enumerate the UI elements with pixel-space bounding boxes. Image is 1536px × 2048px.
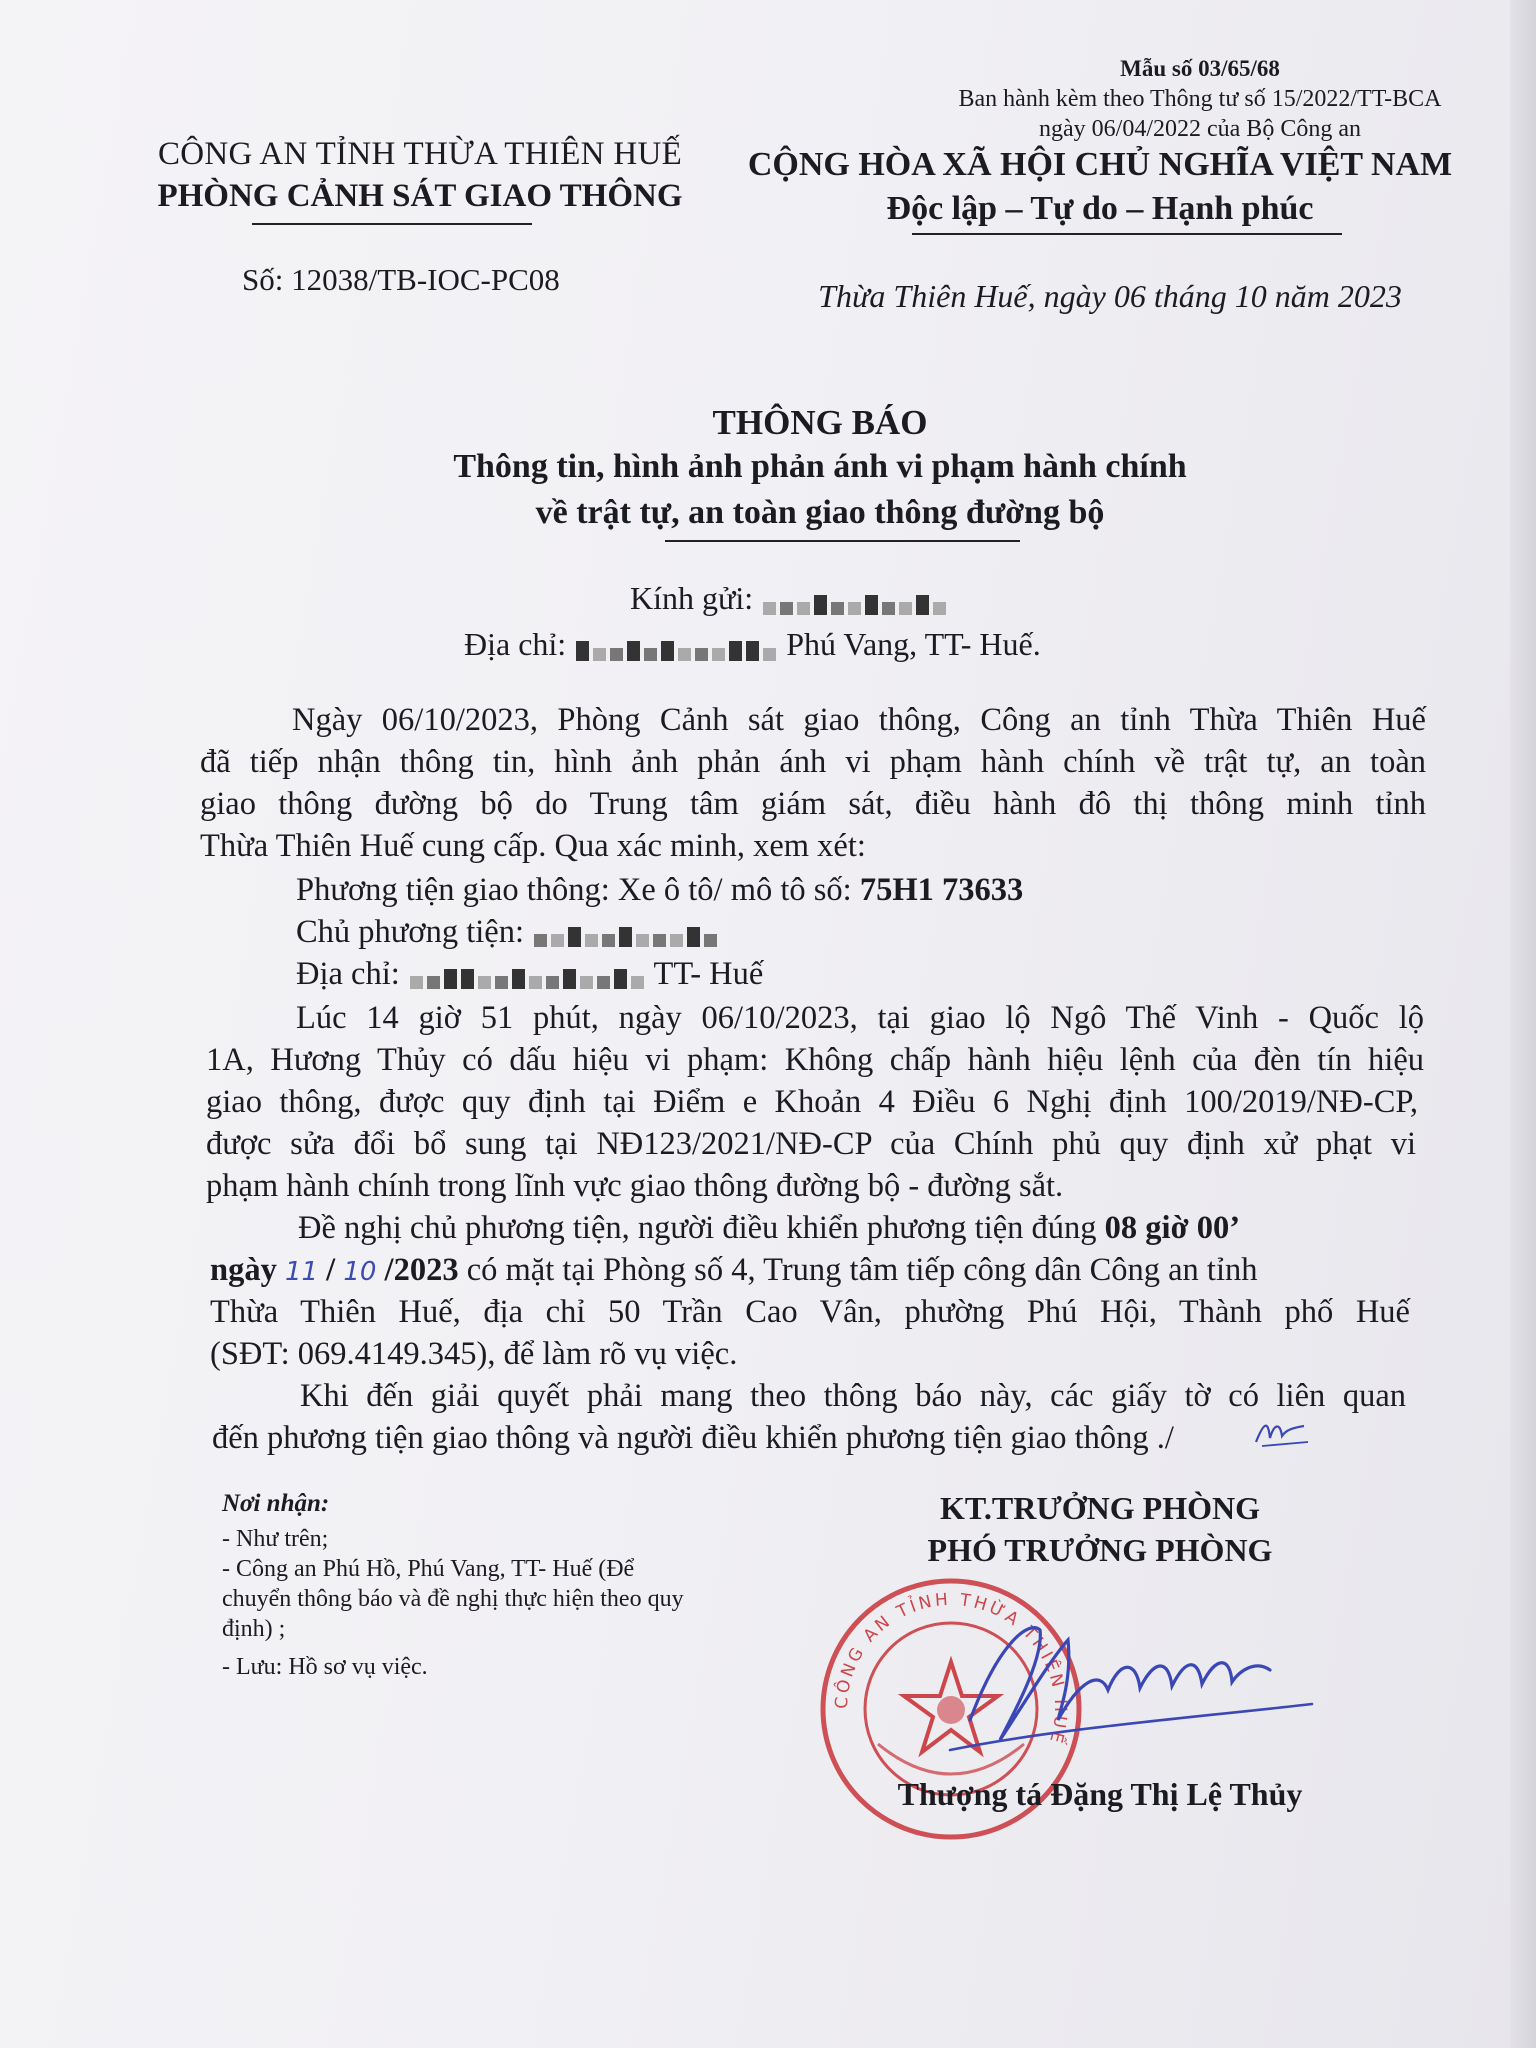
page-edge bbox=[1510, 0, 1536, 2048]
body-line: Thừa Thiên Huế cung cấp. Qua xác minh, xem xét: bbox=[200, 828, 866, 864]
document-subtitle-line-2: về trật tự, an toàn giao thông đường bộ bbox=[535, 494, 1105, 531]
document-number: Số: 12038/TB-IOC-PC08 bbox=[242, 262, 560, 297]
owner-address-label: Địa chỉ: bbox=[296, 956, 400, 992]
stamp-ring-text: CÔNG AN TỈNH THỪA THIÊN HUẾ bbox=[831, 1589, 1071, 1748]
recipients-title: Nơi nhận: bbox=[222, 1490, 330, 1517]
signer-title-1: KT.TRƯỞNG PHÒNG bbox=[940, 1490, 1260, 1526]
appointment-time: 08 giờ 00’ bbox=[1104, 1210, 1241, 1246]
place-date: Thừa Thiên Huế, ngày 06 tháng 10 năm 2023 bbox=[818, 278, 1402, 314]
signer-name: Thượng tá Đặng Thị Lệ Thủy bbox=[897, 1776, 1303, 1812]
body-line: đến phương tiện giao thông và người điều khiển phương tiện giao thông ./ bbox=[212, 1420, 1174, 1456]
recipient-item: định) ; bbox=[222, 1616, 286, 1642]
issuing-agency: PHÒNG CẢNH SÁT GIAO THÔNG bbox=[157, 178, 683, 214]
recipient-item: chuyển thông báo và đề nghị thực hiện theo quy bbox=[222, 1586, 684, 1612]
national-motto: Độc lập – Tự do – Hạnh phúc bbox=[886, 190, 1314, 227]
appointment-date-line: ngày 11 / 10 /2023 có mặt tại Phòng số 4, Trung tâm tiếp công dân Công an tỉnh bbox=[210, 1252, 1258, 1288]
body-line: đã tiếp nhận thông tin, hình ảnh phản ánh vi phạm hành chính về trật tự, an toàn bbox=[200, 744, 1426, 780]
redacted-recipient-address bbox=[574, 632, 778, 664]
country-name: CỘNG HÒA XÃ HỘI CHỦ NGHĨA VIỆT NAM bbox=[747, 146, 1453, 183]
body-line: Khi đến giải quyết phải mang theo thông báo này, các giấy tờ có liên quan bbox=[300, 1378, 1406, 1414]
body-line: phạm hành chính trong lĩnh vực giao thông đường bộ - đường sắt. bbox=[206, 1168, 1064, 1204]
issued-by-line-2: ngày 06/04/2022 của Bộ Công an bbox=[1039, 116, 1361, 142]
body-line bbox=[298, 1210, 1240, 1247]
handwritten-month: 10 bbox=[343, 1257, 377, 1287]
body-line: giao thông đường bộ do Trung tâm giám sát, điều hành đô thị thông minh tỉnh bbox=[200, 786, 1426, 822]
parent-agency: CÔNG AN TỈNH THỪA THIÊN HUẾ bbox=[157, 136, 683, 172]
address-label: Địa chỉ: bbox=[464, 626, 567, 662]
redacted-recipient-name bbox=[761, 586, 948, 618]
body-line: được sửa đổi bổ sung tại NĐ123/2021/NĐ-CP của Chính phủ quy định xử phạt vi bbox=[206, 1126, 1416, 1162]
body-line: Ngày 06/10/2023, Phòng Cảnh sát giao thông, Công an tỉnh Thừa Thiên Huế bbox=[292, 702, 1426, 738]
owner-address-tail: TT- Huế bbox=[653, 956, 764, 992]
body-line: 1A, Hương Thủy có dấu hiệu vi phạm: Không chấp hành hiệu lệnh của đèn tín hiệu bbox=[206, 1042, 1424, 1078]
vehicle-plate: 75H1 73633 bbox=[859, 872, 1024, 908]
body-line: Lúc 14 giờ 51 phút, ngày 06/10/2023, tại giao lộ Ngô Thế Vinh - Quốc lộ bbox=[296, 1000, 1424, 1036]
recipient-line bbox=[630, 580, 948, 618]
body-line: (SĐT: 069.4149.345), để làm rõ vụ việc. bbox=[210, 1336, 738, 1372]
body-line: Thừa Thiên Huế, địa chỉ 50 Trần Cao Vân, phường Phú Hội, Thành phố Huế bbox=[210, 1294, 1410, 1330]
form-number: Mẫu số 03/65/68 bbox=[1120, 56, 1280, 81]
document-subtitle-line-1: Thông tin, hình ảnh phản ánh vi phạm hành chính bbox=[453, 448, 1187, 485]
redacted-owner-name bbox=[532, 919, 719, 951]
issued-by-line-1: Ban hành kèm theo Thông tư số 15/2022/TT-BCA bbox=[958, 86, 1442, 112]
document-title: THÔNG BÁO bbox=[712, 403, 928, 442]
body-line: giao thông, được quy định tại Điểm e Khoản 4 Điều 6 Nghị định 100/2019/NĐ-CP, bbox=[206, 1084, 1418, 1120]
vehicle-line bbox=[296, 872, 1023, 909]
recipient-item: - Lưu: Hồ sơ vụ việc. bbox=[222, 1654, 428, 1680]
appointment-day-label: ngày bbox=[210, 1252, 277, 1288]
handwritten-signature bbox=[940, 1600, 1320, 1760]
recipient-address-line bbox=[464, 626, 1041, 664]
signer-title-2: PHÓ TRƯỞNG PHÒNG bbox=[927, 1532, 1273, 1568]
title-underline bbox=[665, 540, 1020, 542]
recipient-item: - Như trên; bbox=[222, 1526, 329, 1552]
recipient-item: - Công an Phú Hồ, Phú Vang, TT- Huế (Để bbox=[222, 1556, 635, 1582]
owner-label: Chủ phương tiện: bbox=[296, 914, 524, 950]
initials-mark bbox=[1252, 1412, 1312, 1452]
address-tail: Phú Vang, TT- Huế. bbox=[786, 626, 1041, 662]
redacted-owner-address bbox=[408, 961, 646, 993]
recipient-label: Kính gửi: bbox=[630, 580, 754, 616]
agency-underline bbox=[252, 223, 532, 225]
vehicle-label: Phương tiện giao thông: Xe ô tô/ mô tô số: bbox=[296, 872, 852, 908]
appointment-location: có mặt tại Phòng số 4, Trung tâm tiếp công dân Công an tỉnh bbox=[466, 1252, 1258, 1288]
owner-address-line bbox=[296, 956, 763, 993]
appointment-year: /2023 bbox=[384, 1252, 459, 1288]
appointment-request: Đề nghị chủ phương tiện, người điều khiển phương tiện đúng bbox=[298, 1210, 1097, 1246]
handwritten-day: 11 bbox=[284, 1257, 319, 1287]
owner-line bbox=[296, 914, 719, 951]
motto-underline bbox=[912, 233, 1342, 235]
